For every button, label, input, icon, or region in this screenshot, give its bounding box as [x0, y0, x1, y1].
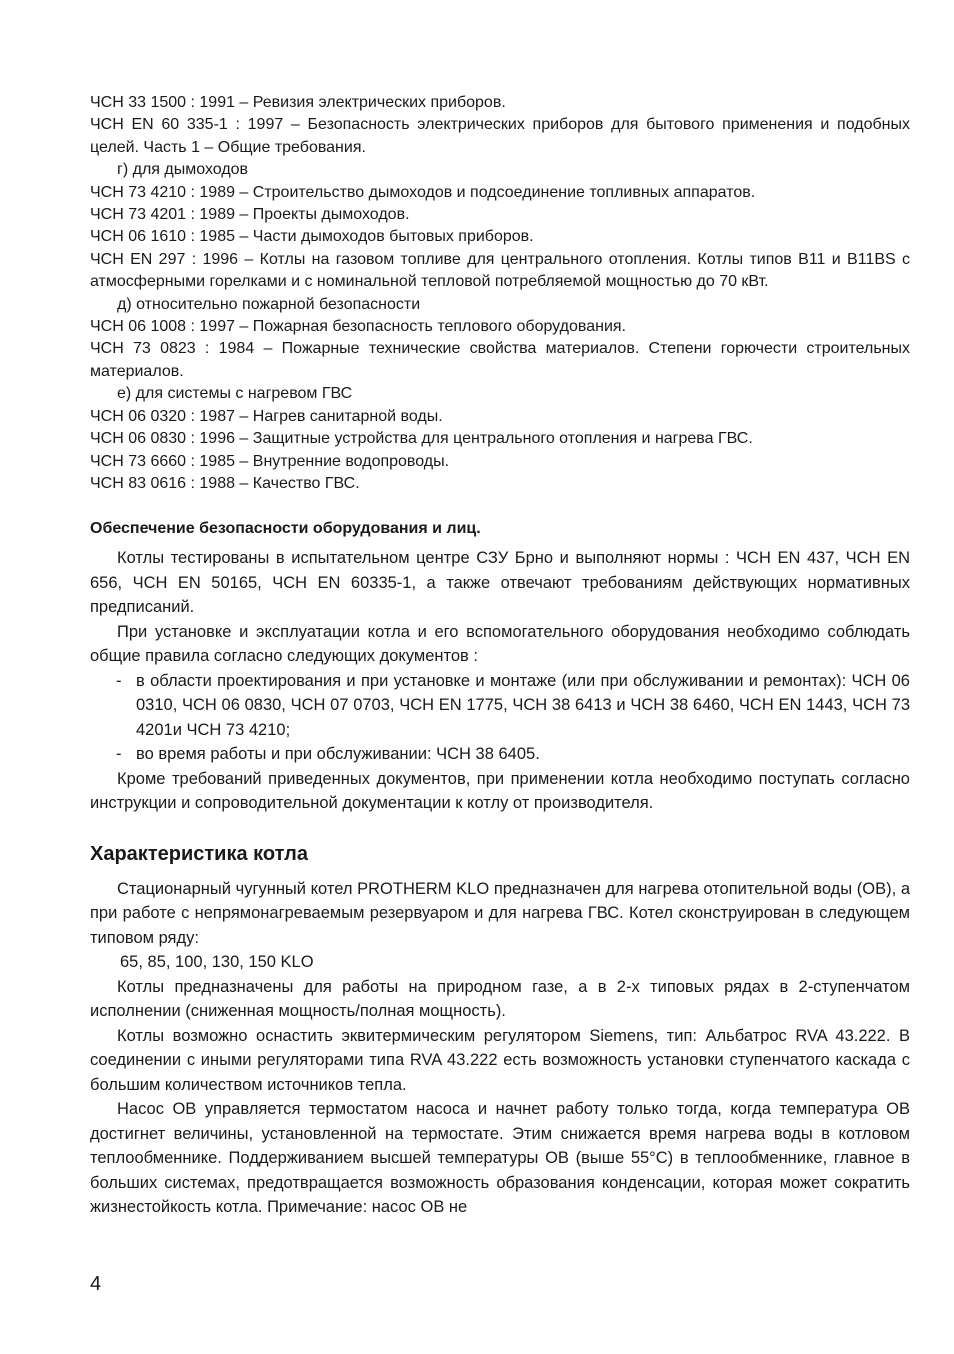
safety-heading: Обеспечение безопасности оборудования и лиц. [90, 520, 481, 538]
boiler-section [90, 877, 910, 1220]
safety-paragraph: При установке и эксплуатации котла и его вспомогательного оборудования необходимо соблюдать общие правила согласно следующих документов : [90, 622, 910, 666]
norm-line: ЧСН EN 60 335-1 : 1997 – Безопасность электрических приборов для бытового применения и подобных целей. Часть 1 – Общие требования. [90, 116, 910, 156]
safety-bullet: - во время работы и при обслуживании: ЧСН 38 6405. [90, 742, 910, 767]
norm-line: ЧСН 33 1500 : 1991 – Ревизия электрических приборов. [90, 94, 506, 111]
norm-subheading: е) для системы с нагревом ГВС [117, 385, 353, 403]
norm-subheading: г) для дымоходов [117, 161, 249, 179]
norm-line: ЧСН 06 1610 : 1985 – Части дымоходов бытовых приборов. [90, 228, 534, 246]
document-page [90, 92, 910, 1220]
safety-section [90, 546, 910, 816]
norm-line: ЧСН 83 0616 : 1988 – Качество ГВС. [90, 474, 360, 492]
norms-list [90, 92, 910, 495]
boiler-paragraph: Котлы предназначены для работы на природном газе, а в 2-х типовых рядах в 2-ступенчатом исполнении (сниженная мощность/полная мощность). [90, 977, 910, 1021]
boiler-series: 65, 85, 100, 130, 150 KLO [120, 953, 314, 972]
safety-bullet: - в области проектирования и при установке и монтаже (или при обслуживании и ремонтах): ЧСН 06 0310, ЧСН 06 0830, ЧСН 07 0703, ЧСН EN 1775, ЧСН 38 6413 и ЧСН 38 6460, ЧСН EN 1443, ЧСН 73 4201и ЧСН 73 4210; [90, 669, 910, 743]
boiler-paragraph: Стационарный чугунный котел PROTHERM KLO предназначен для нагрева отопительной воды (ОВ), а при работе с непрямонагреваемым резервуаром и для нагрева ГВС. Котел сконструирован в следующем типовом ряду: [90, 879, 910, 947]
norm-subheading: д) относительно пожарной безопасности [117, 295, 421, 313]
boiler-paragraph: Насос ОВ управляется термостатом насоса и начнет работу только тогда, когда температура ОВ достигнет величины, установленной на термостате. Этим снижается время нагрева воды в котловом теплообменнике. Поддерживанием высшей температуры ОВ (выше 55°С) в теплообменнике, главное в больших системах, предотвращается возможность образования конденсации, которая может сократить жизнестойкость котла. Примечание: насос ОВ не [90, 1100, 910, 1217]
safety-paragraph: Кроме требований приведенных документов, при применении котла необходимо поступать согласно инструкции и сопроводительной документации к котлу от производителя. [90, 769, 910, 813]
norm-line: ЧСН 06 0830 : 1996 – Защитные устройства для центрального отопления и нагрева ГВС. [90, 430, 753, 448]
safety-bullet-list [90, 669, 910, 767]
norm-line: ЧСН 73 6660 : 1985 – Внутренние водопроводы. [90, 452, 450, 470]
norm-line: ЧСН 06 1008 : 1997 – Пожарная безопасность теплового оборудования. [90, 318, 626, 336]
norm-line: ЧСН 73 4210 : 1989 – Строительство дымоходов и подсоединение топливных аппаратов. [90, 183, 756, 201]
norm-line: ЧСН 06 0320 : 1987 – Нагрев санитарной воды. [90, 407, 443, 425]
boiler-paragraph: Котлы возможно оснастить эквитермическим регулятором Siemens, тип: Альбатрос RVA 43.222. В соединении с иными регуляторами типа RVA 43.222 есть возможность установки ступенчатого каскада с большим количеством источников тепла. [90, 1026, 910, 1094]
safety-paragraph: Котлы тестированы в испытательном центре СЗУ Брно и выполняют нормы : ЧСН EN 437, ЧСН EN 656, ЧСН EN 50165, ЧСН EN 60335-1, а также отвечают требованиям действующих нормативных предписаний. [90, 549, 910, 617]
norm-line: ЧСН 73 4201 : 1989 – Проекты дымоходов. [90, 206, 410, 224]
norm-line: ЧСН EN 297 : 1996 – Котлы на газовом топливе для центрального отопления. Котлы типов B11 и B11BS с атмосферными горелками и с номинальной тепловой потребляемой мощностью до 70 кВт. [90, 250, 910, 291]
boiler-heading: Характеристика котла [90, 842, 308, 865]
norm-line: ЧСН 73 0823 : 1984 – Пожарные технические свойства материалов. Степени горючести строительных материалов. [90, 340, 910, 380]
page-number: 4 [90, 1273, 102, 1295]
